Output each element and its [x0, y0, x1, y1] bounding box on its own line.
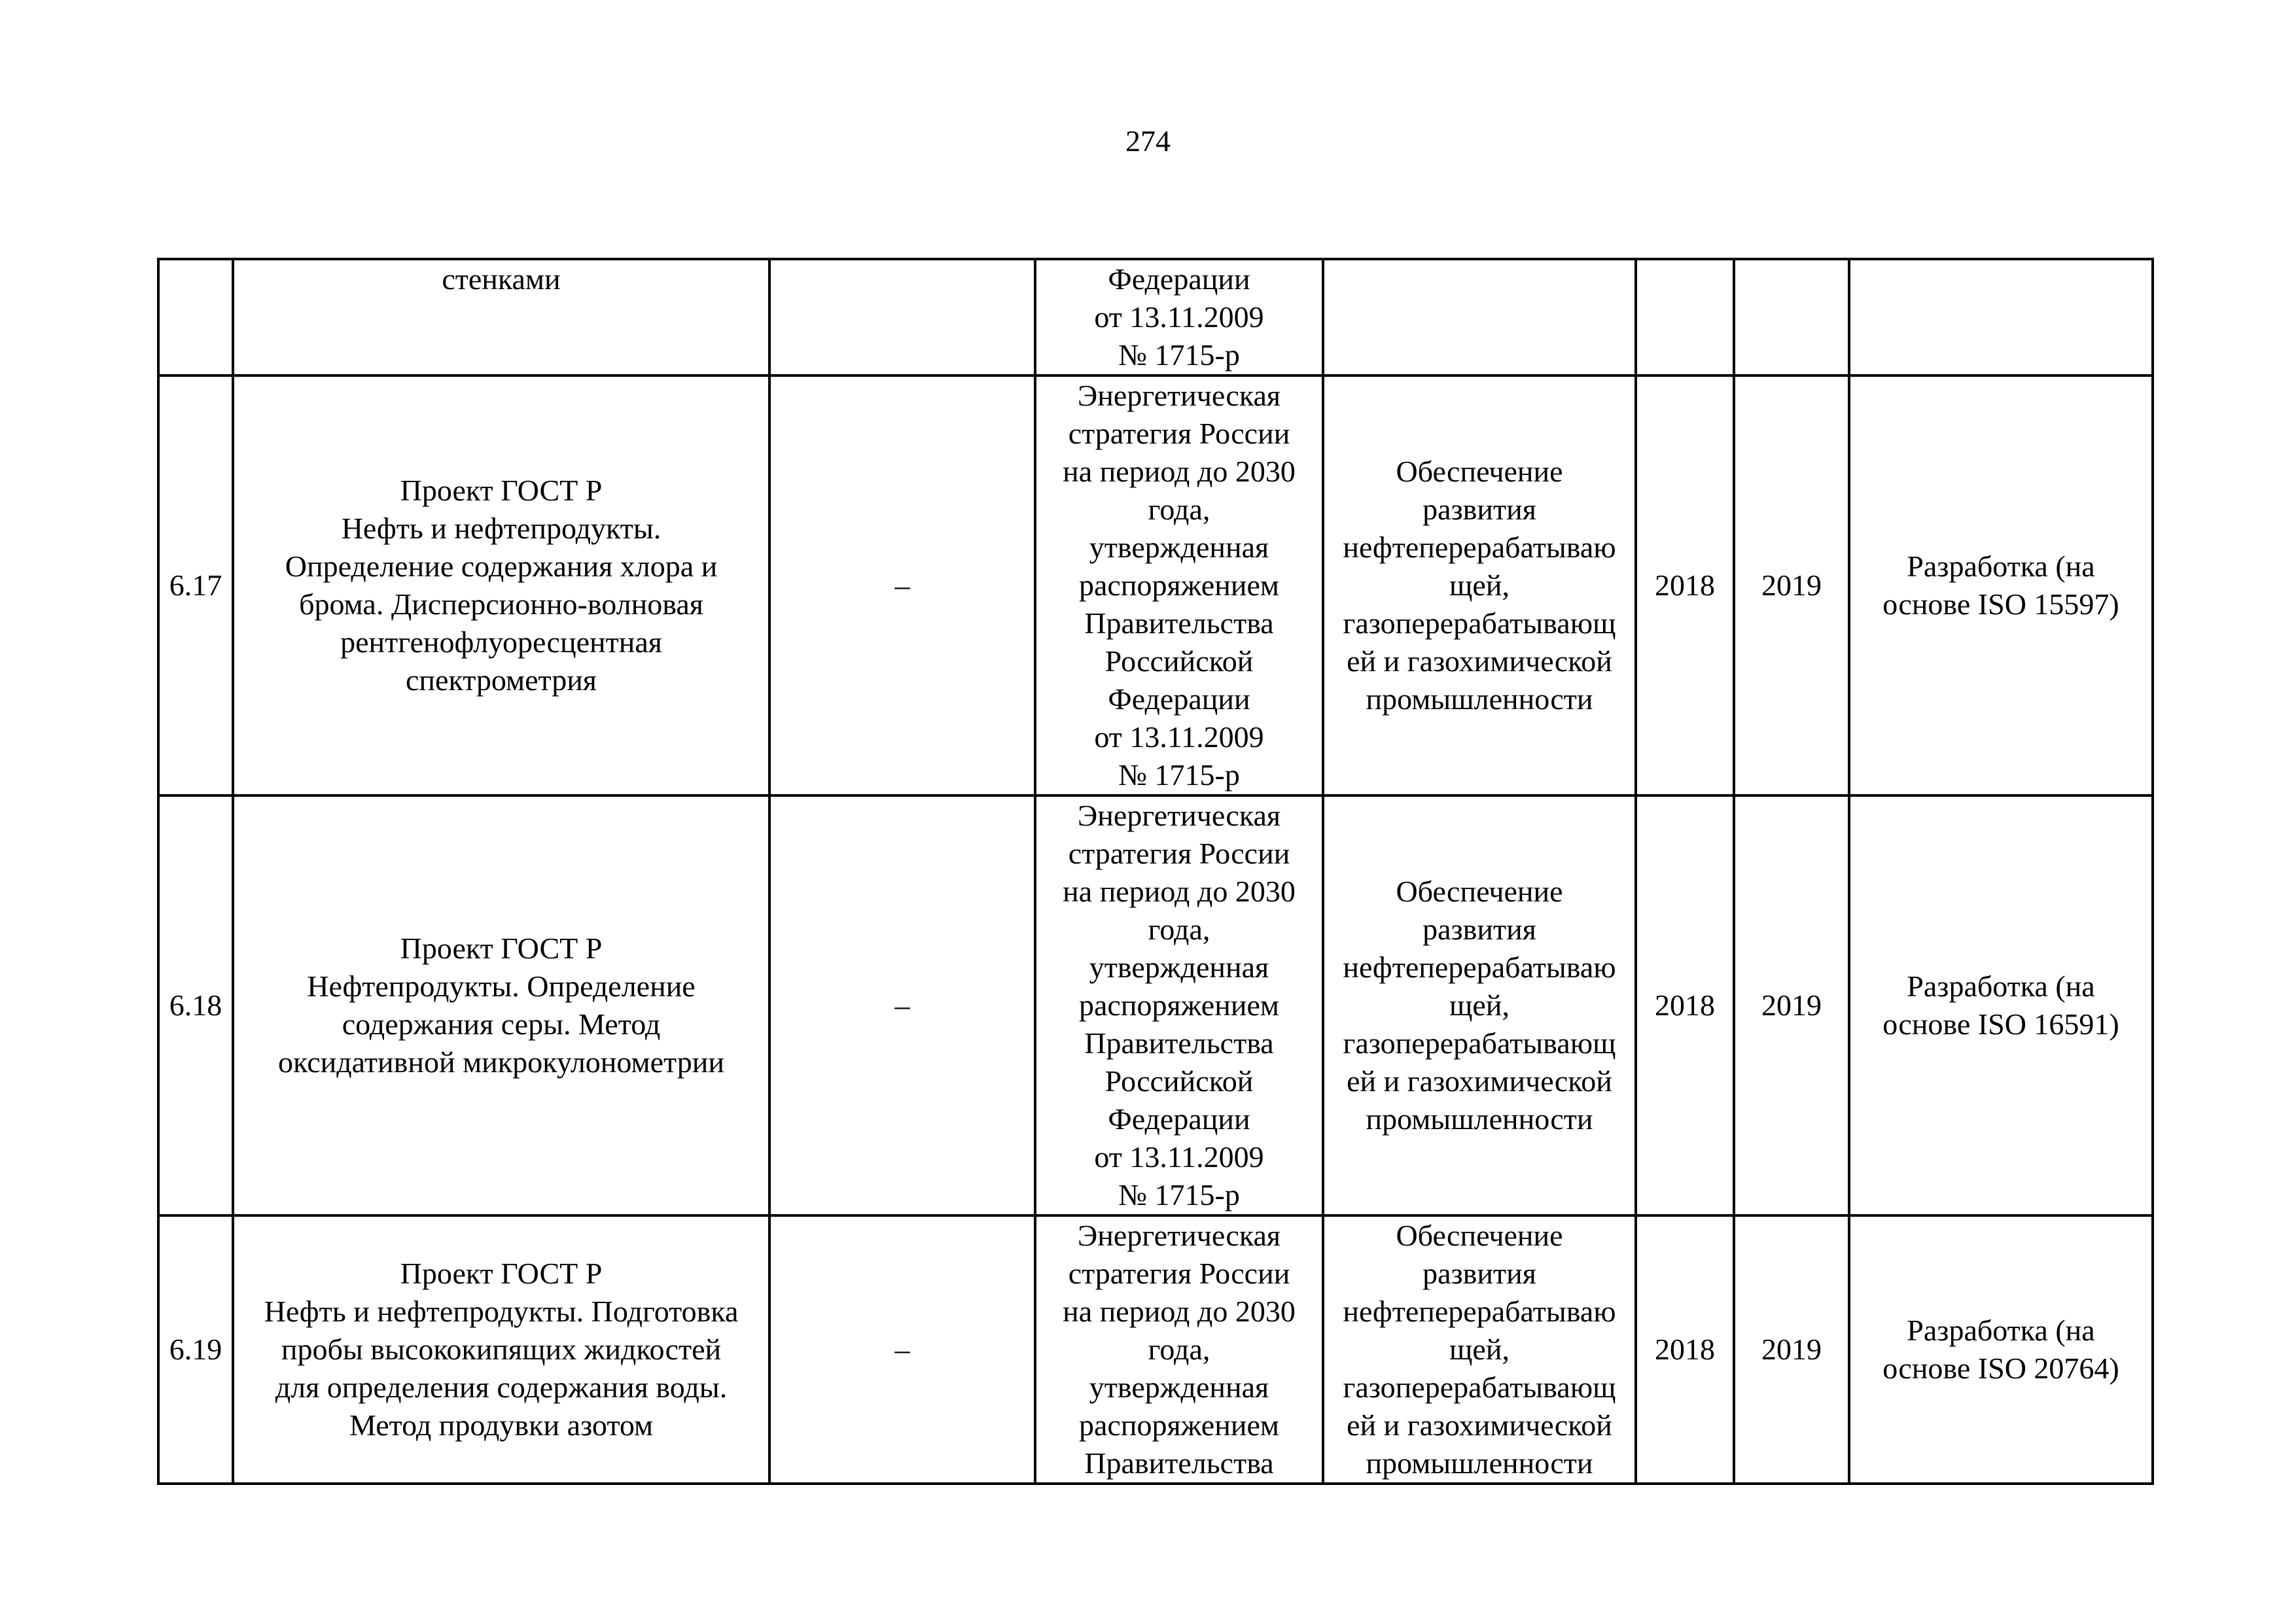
end-year: 2019 — [1734, 375, 1849, 795]
page-number: 274 — [1125, 124, 1171, 158]
table-row — [158, 1215, 2153, 1484]
row-number: 6.18 — [158, 795, 233, 1215]
standards-plan-table — [157, 258, 2154, 1485]
note — [1849, 259, 2153, 375]
row-number — [158, 259, 233, 375]
end-year — [1734, 259, 1849, 375]
purpose: Обеспечение развития нефтеперерабатываю щей, газоперерабатывающ ей и газохимической промышленности — [1323, 1215, 1636, 1484]
basis-document: Федерации от 13.11.2009 № 1715-р — [1035, 259, 1323, 375]
note: Разработка (на основе ISO 15597) — [1849, 375, 2153, 795]
purpose — [1323, 259, 1636, 375]
basis-document: Энергетическая стратегия России на период до 2030 года, утвержденная распоряжением Правительства Российской Федерации от 13.11.2009 № 1715-р — [1035, 375, 1323, 795]
start-year: 2018 — [1636, 1215, 1734, 1484]
start-year: 2018 — [1636, 375, 1734, 795]
standard-title: стенками — [233, 259, 769, 375]
standard-title: Проект ГОСТ Р Нефть и нефтепродукты. Подготовка пробы высококипящих жидкостей для определения содержания воды. Метод продувки азотом — [233, 1215, 769, 1484]
basis-document: Энергетическая стратегия России на период до 2030 года, утвержденная распоряжением Правительства Российской Федерации от 13.11.2009 № 1715-р — [1035, 795, 1323, 1215]
basis-document: Энергетическая стратегия России на период до 2030 года, утвержденная распоряжением Правительства — [1035, 1215, 1323, 1484]
purpose: Обеспечение развития нефтеперерабатываю щей, газоперерабатывающ ей и газохимической промышленности — [1323, 375, 1636, 795]
replaced-standard — [769, 259, 1035, 375]
purpose: Обеспечение развития нефтеперерабатываю щей, газоперерабатывающ ей и газохимической промышленности — [1323, 795, 1636, 1215]
note: Разработка (на основе ISO 16591) — [1849, 795, 2153, 1215]
start-year — [1636, 259, 1734, 375]
replaced-standard: – — [769, 375, 1035, 795]
table-row — [158, 375, 2153, 795]
row-number: 6.17 — [158, 375, 233, 795]
standard-title: Проект ГОСТ Р Нефтепродукты. Определение содержания серы. Метод оксидативной микрокулонометрии — [233, 795, 769, 1215]
row-number: 6.19 — [158, 1215, 233, 1484]
end-year: 2019 — [1734, 1215, 1849, 1484]
replaced-standard: – — [769, 795, 1035, 1215]
start-year: 2018 — [1636, 795, 1734, 1215]
standard-title: Проект ГОСТ Р Нефть и нефтепродукты. Определение содержания хлора и брома. Дисперсионно-волновая рентгенофлуоресцентная спектрометрия — [233, 375, 769, 795]
end-year: 2019 — [1734, 795, 1849, 1215]
table-row — [158, 795, 2153, 1215]
note: Разработка (на основе ISO 20764) — [1849, 1215, 2153, 1484]
table-row-continuation — [158, 259, 2153, 375]
replaced-standard: – — [769, 1215, 1035, 1484]
